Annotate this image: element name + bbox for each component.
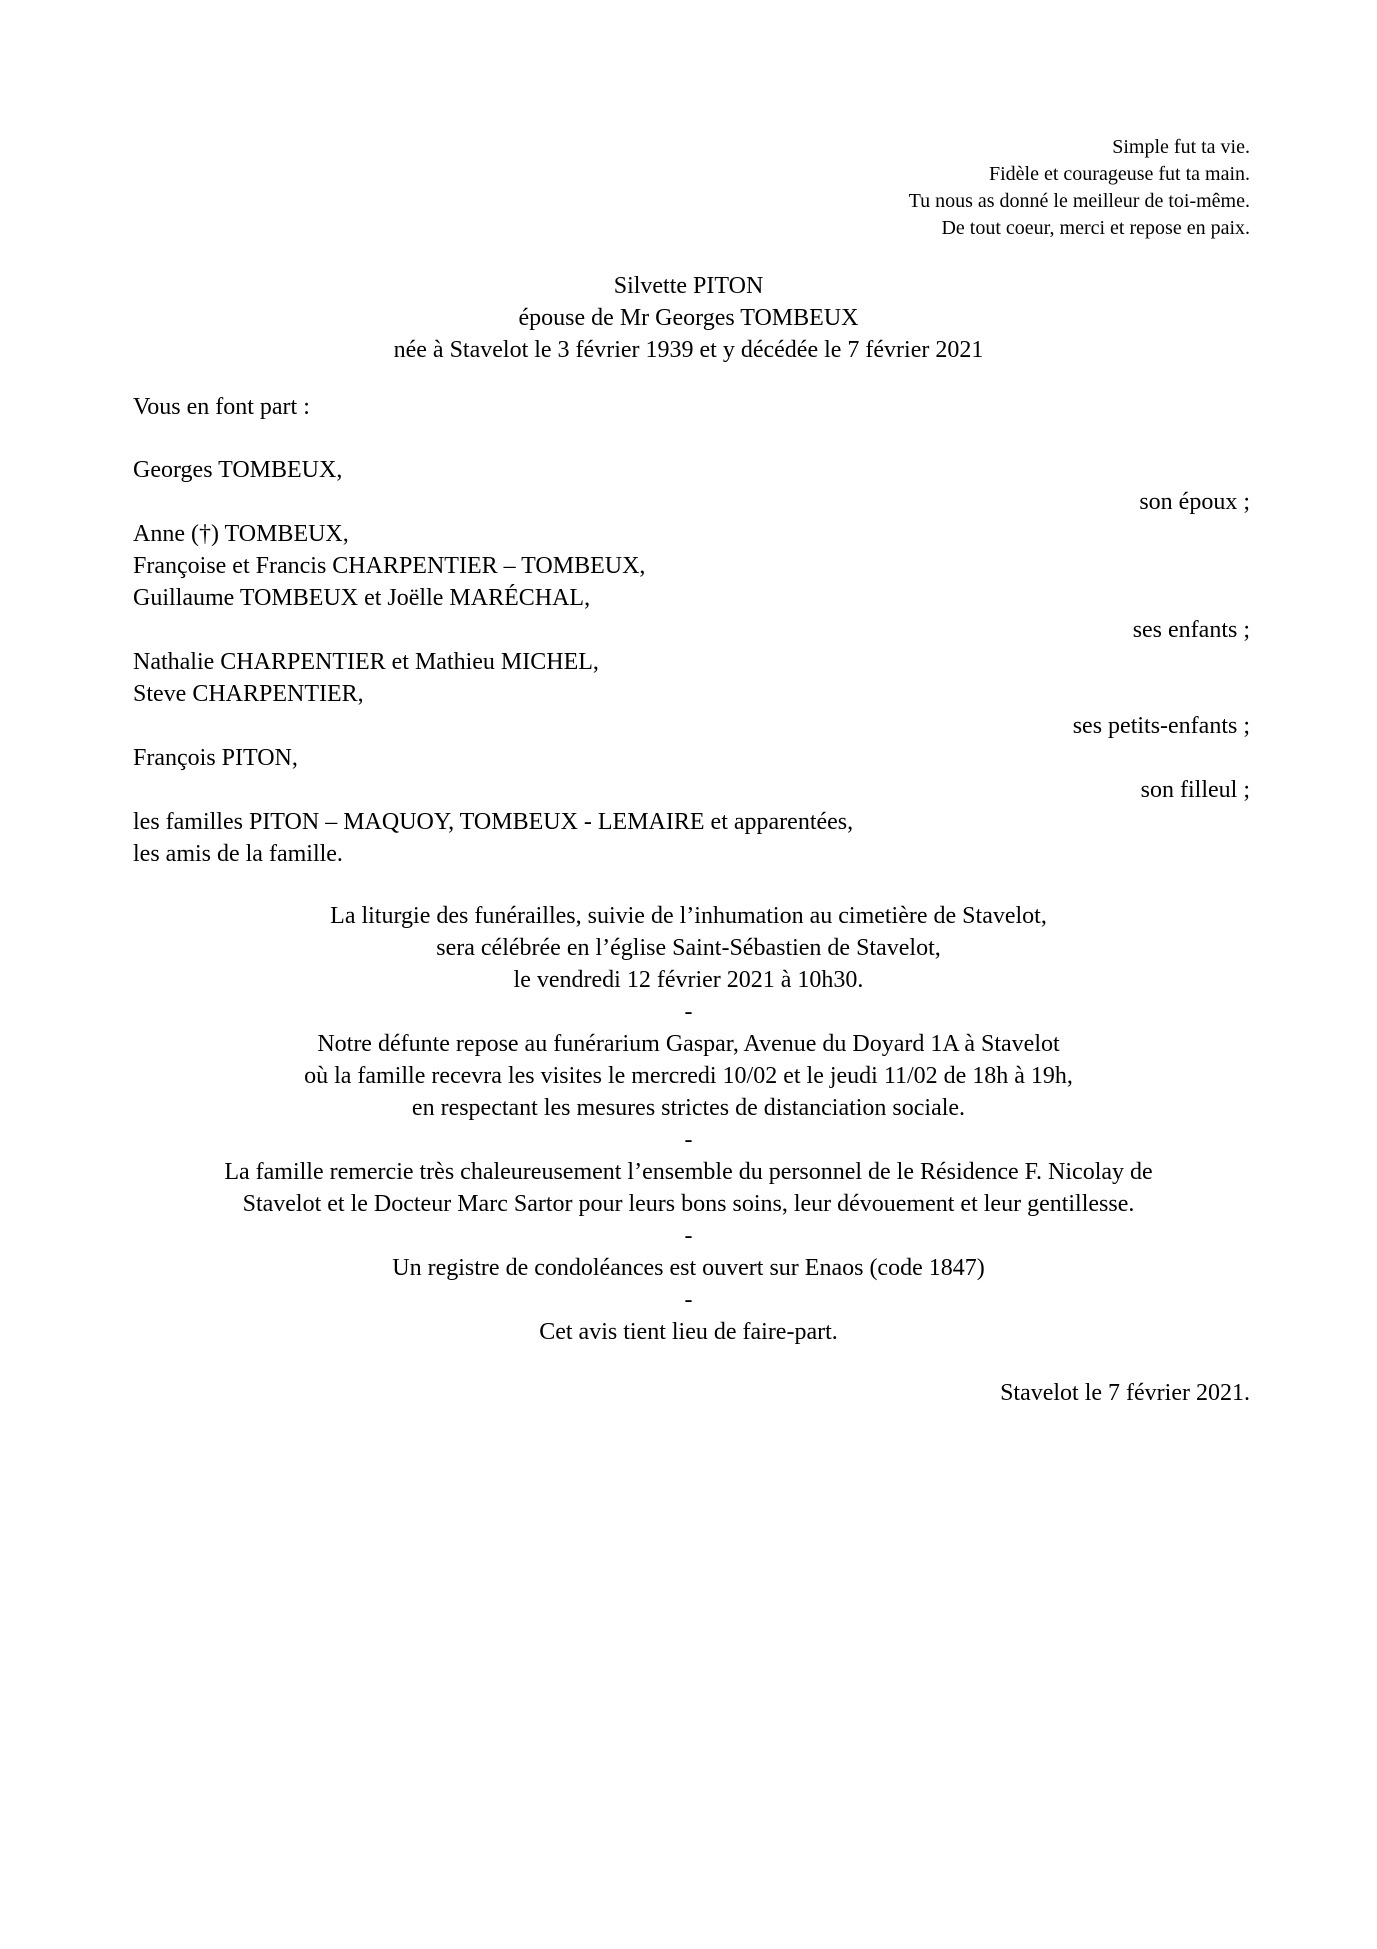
grandchild-name: Steve CHARPENTIER,: [133, 681, 364, 707]
funeral-notice: [0, 900, 1377, 1348]
epigraph-poem: [909, 134, 1250, 242]
notice-line: sera célébrée en l’église Saint-Sébastien de Stavelot,: [436, 935, 941, 961]
notice-separator: -: [684, 1223, 693, 1249]
grandchildren-label: ses petits-enfants ;: [1072, 713, 1250, 739]
poem-line: De tout coeur, merci et repose en paix.: [941, 217, 1250, 239]
grandchild-name: Nathalie CHARPENTIER et Mathieu MICHEL,: [133, 649, 599, 675]
deceased-spouse: épouse de Mr Georges TOMBEUX: [518, 305, 859, 331]
family-list: [133, 454, 1250, 870]
notice-line: Notre défunte repose au funérarium Gaspar, Avenue du Doyard 1A à Stavelot: [317, 1031, 1060, 1057]
deceased-dates: née à Stavelot le 3 février 1939 et y décédée le 7 février 2021: [393, 337, 984, 363]
notice-separator: -: [684, 1287, 693, 1313]
child-name: Françoise et Francis CHARPENTIER – TOMBEUX,: [133, 553, 646, 579]
other-relatives: les familles PITON – MAQUOY, TOMBEUX - LEMAIRE et apparentées,: [133, 809, 854, 835]
intro-line: [133, 391, 1250, 423]
godson-name: François PITON,: [133, 745, 298, 771]
children-label: ses enfants ;: [1132, 617, 1250, 643]
notice-separator: -: [684, 999, 693, 1025]
deceased-name: Silvette PITON: [613, 273, 764, 299]
godson-label: son filleul ;: [1140, 777, 1250, 803]
child-name: Anne (†) TOMBEUX,: [133, 521, 349, 547]
poem-line: Simple fut ta vie.: [1112, 136, 1250, 158]
notice-separator: -: [684, 1127, 693, 1153]
notice-line: en respectant les mesures strictes de distanciation sociale.: [411, 1095, 966, 1121]
announcement-header: [0, 270, 1377, 366]
notice-line: Stavelot et le Docteur Marc Sartor pour leurs bons soins, leur dévouement et leur gentillesse.: [242, 1191, 1135, 1217]
place-date-signature: Stavelot le 7 février 2021.: [1000, 1380, 1250, 1406]
spouse-name: Georges TOMBEUX,: [133, 457, 343, 483]
signature-block: [133, 1377, 1250, 1409]
poem-line: Tu nous as donné le meilleur de toi-même.: [908, 190, 1250, 212]
notice-line: La liturgie des funérailles, suivie de l’inhumation au cimetière de Stavelot,: [330, 903, 1047, 929]
child-name: Guillaume TOMBEUX et Joëlle MARÉCHAL,: [133, 585, 591, 611]
intro-text: Vous en font part :: [133, 394, 310, 420]
notice-line: le vendredi 12 février 2021 à 10h30.: [513, 967, 864, 993]
notice-line: Un registre de condoléances est ouvert sur Enaos (code 1847): [392, 1255, 985, 1281]
notice-line: La famille remercie très chaleureusement l’ensemble du personnel de le Résidence F. Nicolay de: [224, 1159, 1153, 1185]
other-relatives: les amis de la famille.: [133, 841, 343, 867]
spouse-label: son époux ;: [1139, 489, 1250, 515]
notice-line: où la famille recevra les visites le mercredi 10/02 et le jeudi 11/02 de 18h à 19h,: [304, 1063, 1073, 1089]
notice-line: Cet avis tient lieu de faire-part.: [539, 1319, 838, 1345]
poem-line: Fidèle et courageuse fut ta main.: [988, 163, 1250, 185]
